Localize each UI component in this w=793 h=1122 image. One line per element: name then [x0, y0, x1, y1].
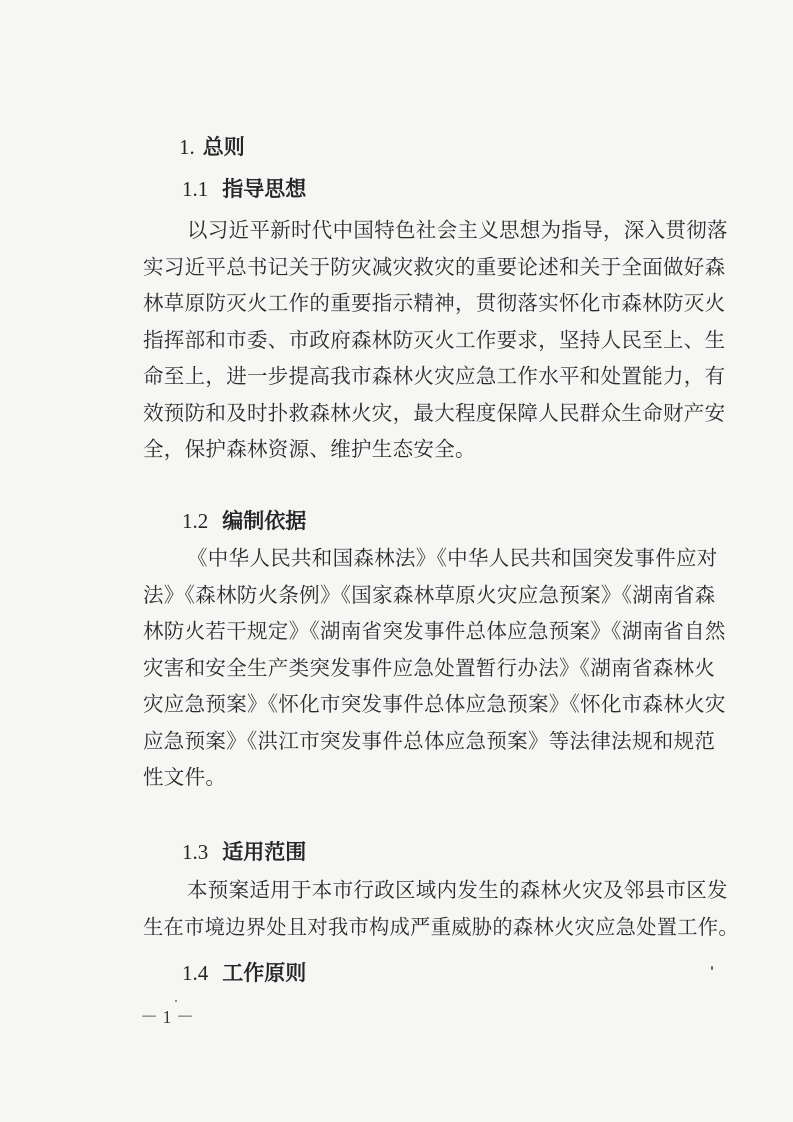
paragraph-line: 法》《森林防火条例》《国家森林草原火灾应急预案》《湖南省森 — [143, 582, 716, 607]
page-number: － 1 － — [140, 1007, 194, 1027]
paragraph-scope — [143, 872, 743, 945]
scan-speck — [175, 1000, 177, 1002]
paragraph-line: 灾害和安全生产类突发事件应急处置暂行办法》《湖南省森林火 — [143, 655, 716, 680]
section-heading-1-3 — [182, 838, 306, 866]
paragraph-line: 以习近平新时代中国特色社会主义思想为指导，深入贯彻落 — [187, 218, 728, 242]
section-number: 1.1 — [182, 177, 209, 201]
paragraph-line: 实习近平总书记关于防灾减灾救灾的重要论述和关于全面做好森 — [143, 254, 726, 279]
paragraph-line: 灾应急预案》《怀化市突发事件总体应急预案》《怀化市森林火灾 — [143, 692, 726, 716]
section-heading-1-2 — [182, 507, 306, 535]
section-title: 适用范围 — [222, 840, 307, 864]
paragraph-line: 林草原防灭火工作的重要指示精神，贯彻落实怀化市森林防灭火 — [143, 291, 726, 315]
section-title: 指导思想 — [222, 177, 307, 201]
section-number: 1. — [179, 135, 195, 159]
section-heading-1 — [179, 133, 245, 161]
section-title: 编制依据 — [222, 509, 307, 533]
section-number: 1.2 — [182, 509, 209, 533]
paragraph-line: 全，保护森林资源、维护生态安全。 — [143, 437, 476, 461]
paragraph-line: 性文件。 — [143, 765, 227, 789]
paragraph-guiding-ideology — [143, 212, 743, 468]
paragraph-line: 效预防和及时扑救森林火灾，最大程度保障人民群众生命财产安 — [143, 400, 726, 425]
section-number: 1.4 — [182, 961, 209, 985]
scan-speck — [711, 966, 713, 970]
paragraph-line: 《中华人民共和国森林法》《中华人民共和国突发事件应对 — [187, 546, 718, 570]
section-number: 1.3 — [182, 840, 209, 864]
paragraph-line: 林防火若干规定》《湖南省突发事件总体应急预案》《湖南省自然 — [143, 619, 726, 643]
paragraph-compilation-basis — [143, 540, 743, 796]
paragraph-line: 生在市境边界处且对我市构成严重威胁的森林火灾应急处置工作。 — [143, 914, 739, 939]
paragraph-line: 应急预案》《洪江市突发事件总体应急预案》等法律法规和规范 — [143, 728, 716, 753]
section-title: 总则 — [202, 135, 245, 159]
section-heading-1-4 — [182, 959, 306, 987]
paragraph-line: 本预案适用于本市行政区域内发生的森林火灾及邻县市区发 — [187, 878, 728, 902]
paragraph-line: 指挥部和市委、市政府森林防灭火工作要求，坚持人民至上、生 — [143, 327, 726, 352]
section-title: 工作原则 — [222, 961, 307, 985]
section-heading-1-1 — [182, 175, 306, 203]
paragraph-line: 命至上，进一步提高我市森林火灾应急工作水平和处置能力，有 — [143, 364, 726, 388]
